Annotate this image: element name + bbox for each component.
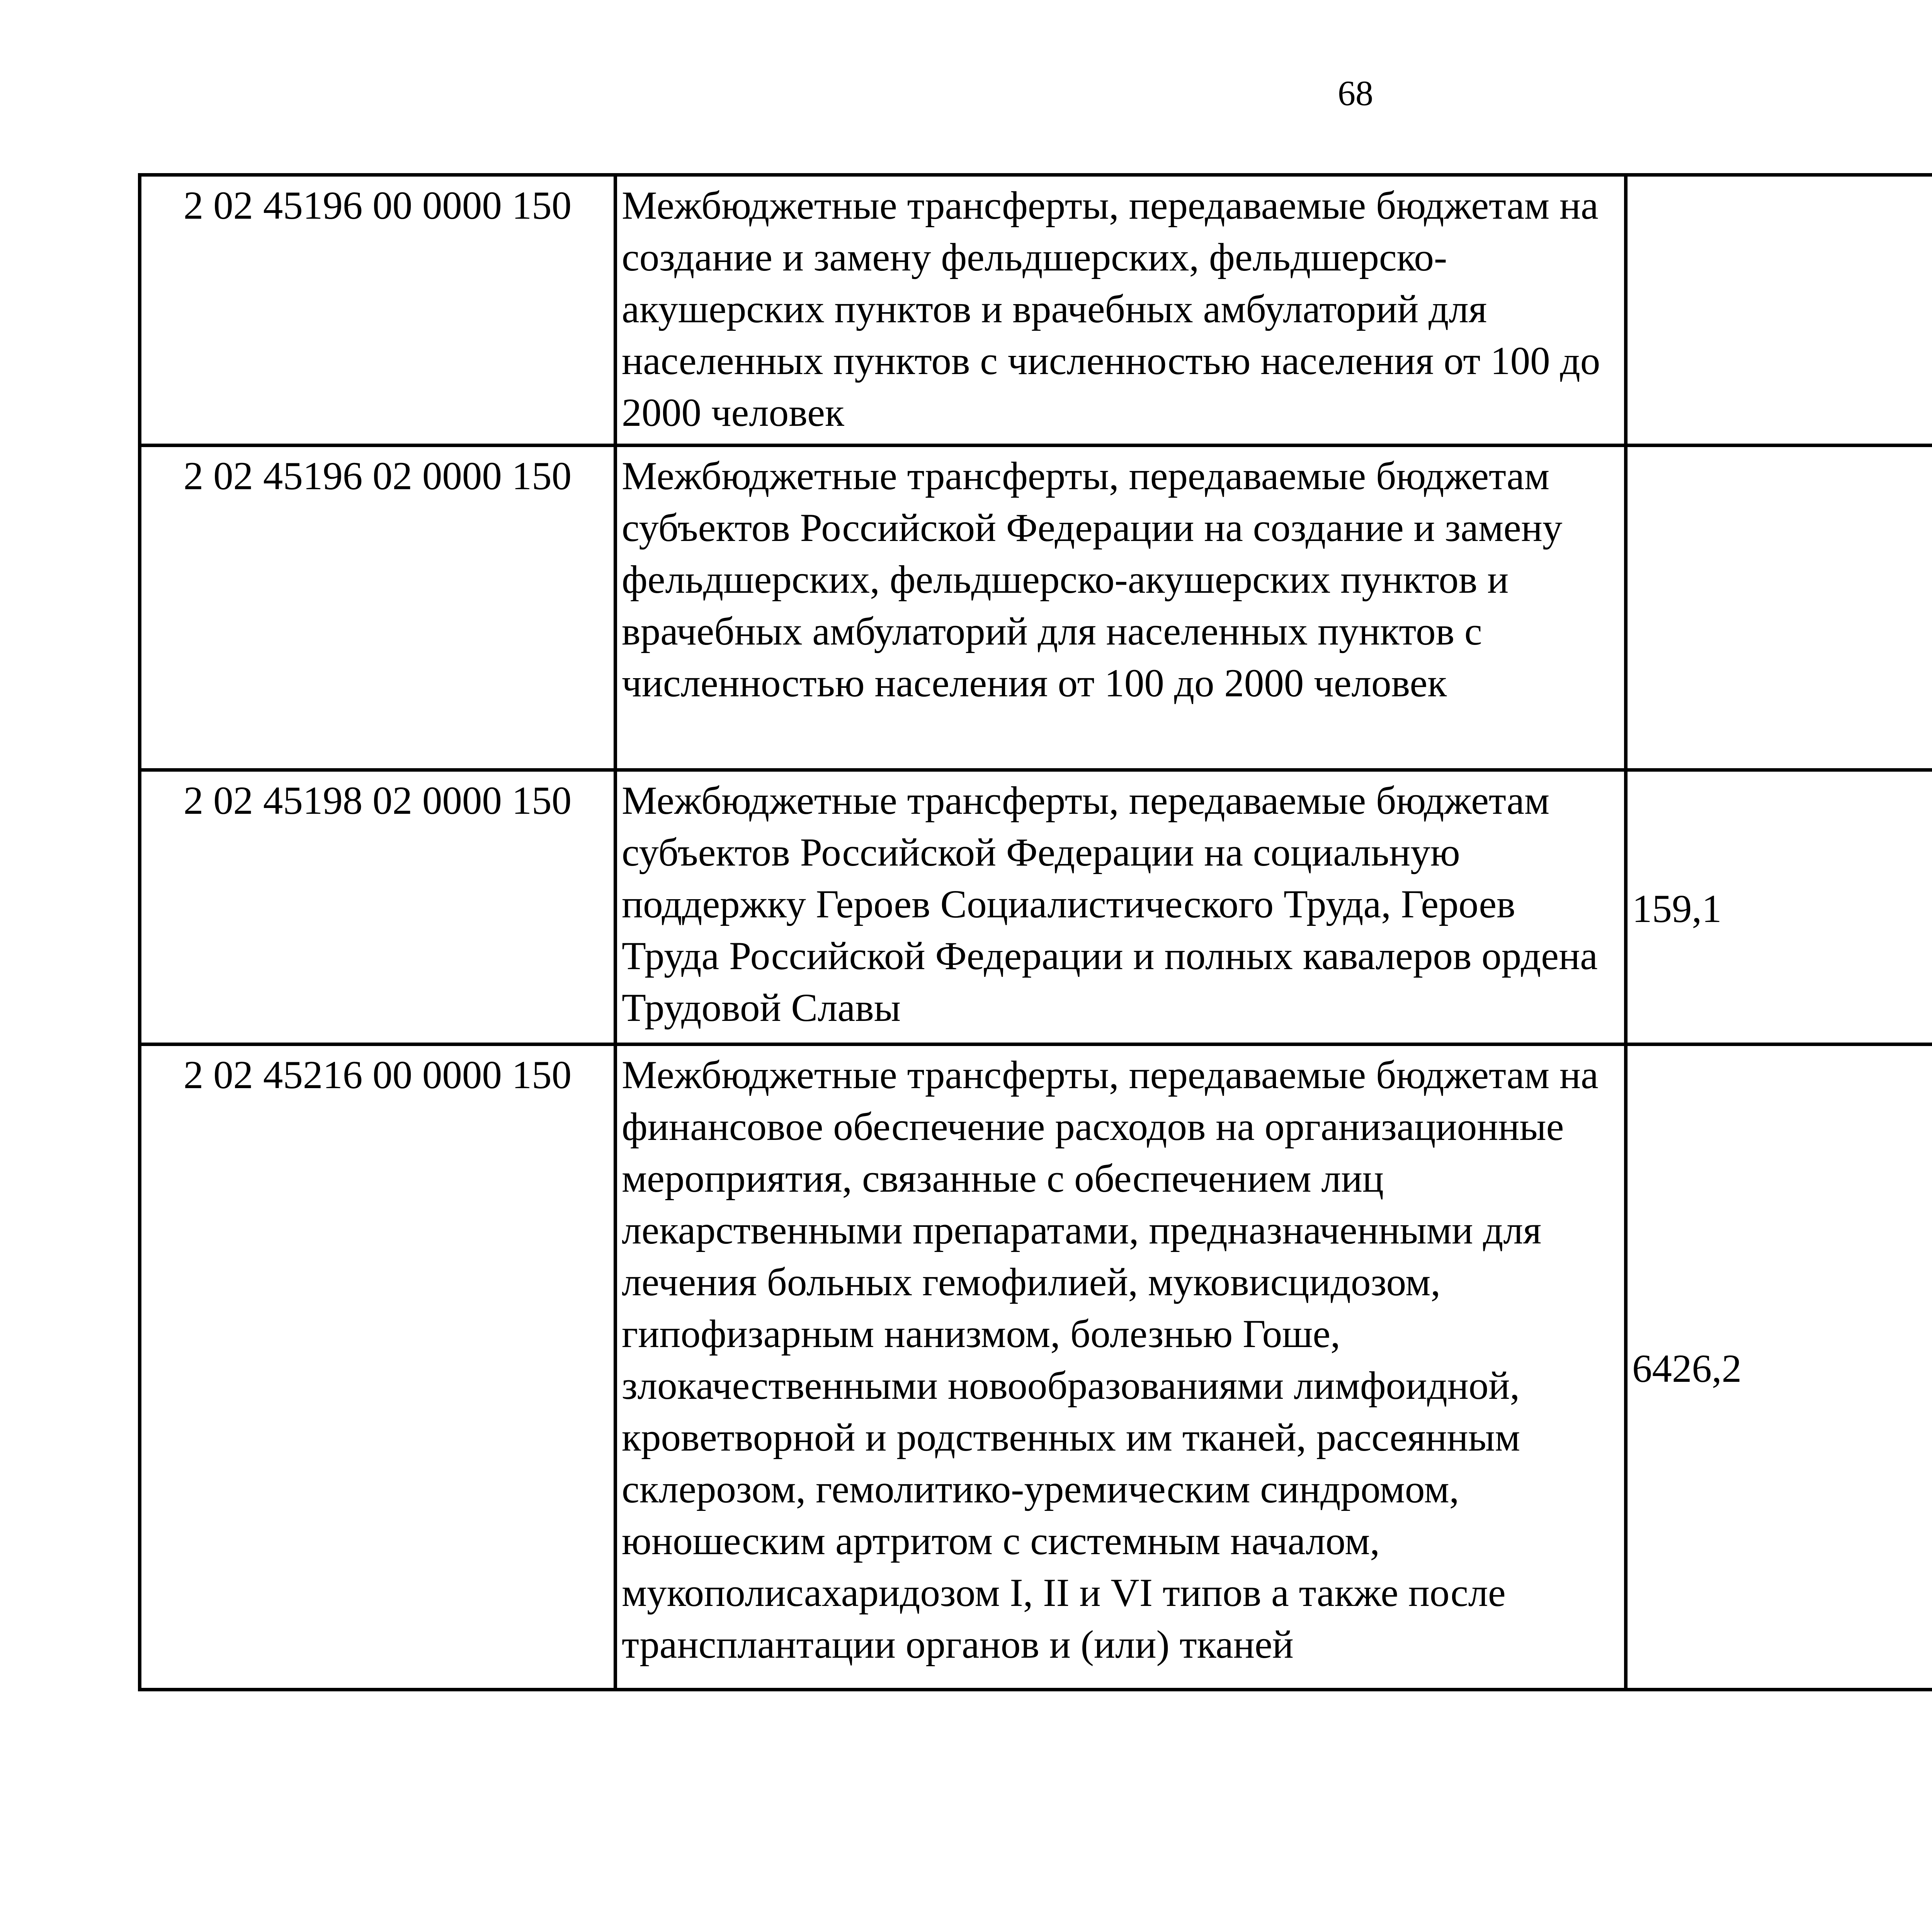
budget-description: Межбюджетные трансферты, передаваемые бюджетам на финансовое обеспечение расходов на организационные мероприятия, связанные с обеспечением лиц лекарственными препаратами, предназначенными для лечения больных гемофилией, муковисцидозом, гипофизарным нанизмом, болезнью Гоше, злокачественными новообразованиями лимфоидной, кроветворной и родственных им тканей, рассеянным склерозом, гемолитико-уремическим синдромом, юношеским артритом с системным началом, мукополисахаридозом I, II и VI типов а также после трансплантации органов и (или) тканей	[616, 1044, 1626, 1690]
page-number: 68	[1338, 73, 1373, 113]
table-row	[140, 175, 1932, 446]
budget-table	[138, 173, 1932, 1691]
value-cell-1: 6426,2	[1626, 1044, 1932, 1690]
table-row	[140, 770, 1932, 1044]
budget-code: 2 02 45216 00 0000 150	[140, 1044, 616, 1690]
budget-code: 2 02 45196 02 0000 150	[140, 446, 616, 770]
table-row	[140, 1044, 1932, 1690]
table-row	[140, 446, 1932, 770]
budget-description: Межбюджетные трансферты, передаваемые бюджетам на создание и замену фельдшерских, фельдшерско-акушерских пунктов и врачебных амбулаторий для населенных пунктов с численностью населения от 100 до 2000 человек	[616, 175, 1626, 446]
value-cell-1	[1626, 446, 1932, 770]
value-cell-1	[1626, 175, 1932, 446]
value-cell-1: 159,1	[1626, 770, 1932, 1044]
budget-description: Межбюджетные трансферты, передаваемые бюджетам субъектов Российской Федерации на создание и замену фельдшерских, фельдшерско-акушерских пунктов и врачебных амбулаторий для населенных пунктов с численностью населения от 100 до 2000 человек	[616, 446, 1626, 770]
budget-code: 2 02 45196 00 0000 150	[140, 175, 616, 446]
budget-code: 2 02 45198 02 0000 150	[140, 770, 616, 1044]
budget-description: Межбюджетные трансферты, передаваемые бюджетам субъектов Российской Федерации на социальную поддержку Героев Социалистического Труда, Героев Труда Российской Федерации и полных кавалеров ордена Трудовой Славы	[616, 770, 1626, 1044]
